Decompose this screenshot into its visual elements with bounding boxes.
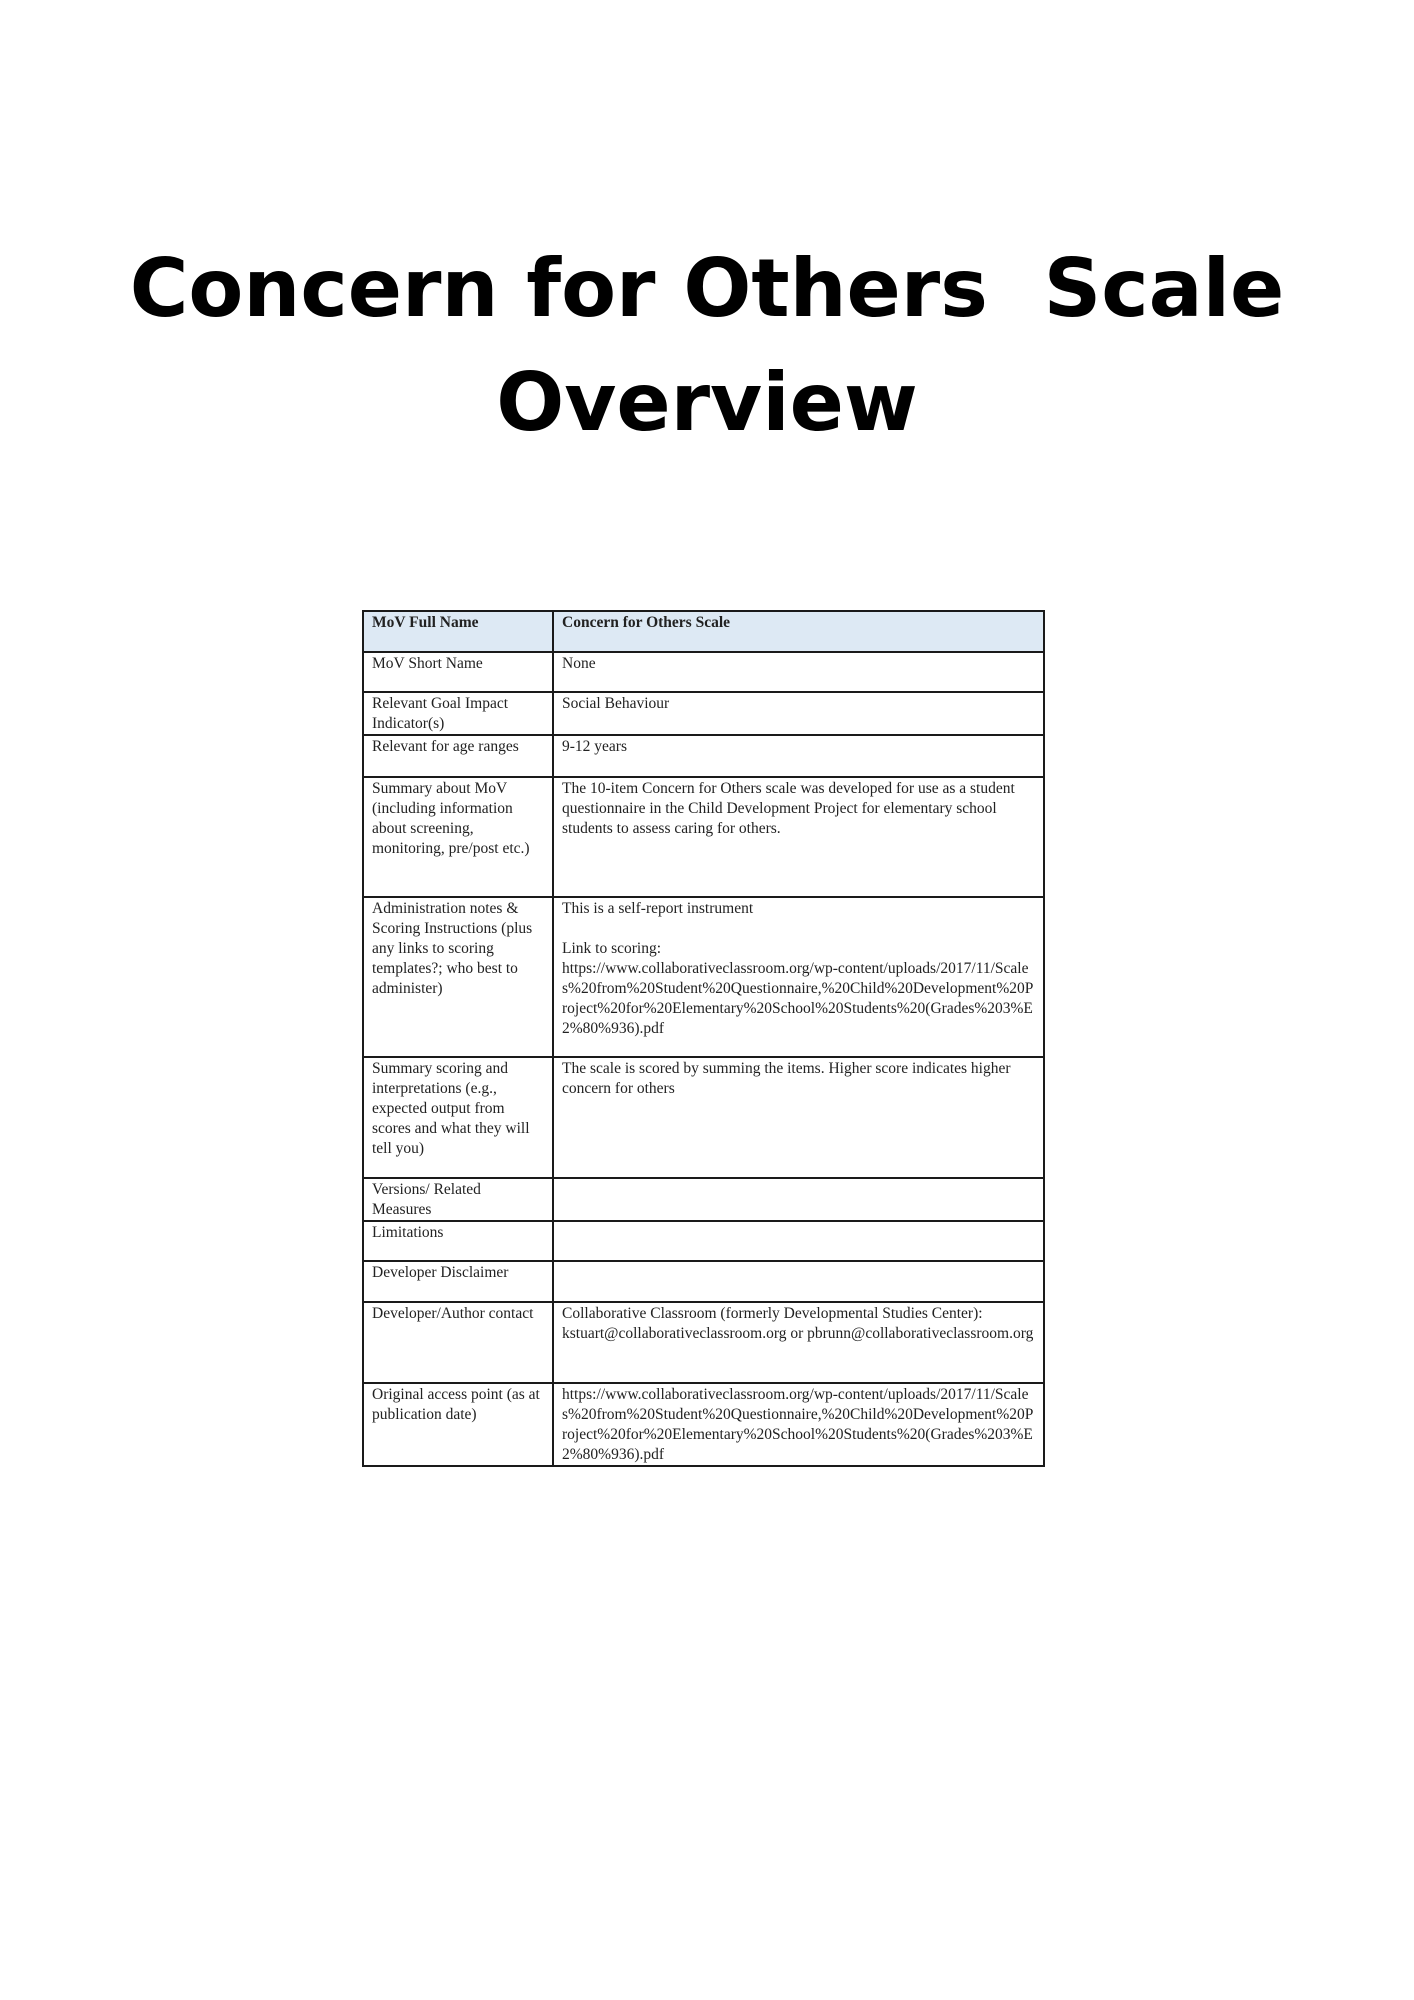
row-label: Original access point (as at publication date) [363,1383,553,1466]
row-value: 9-12 years [553,735,1044,777]
table-row-scoring-summary [363,1057,1044,1178]
row-value: The 10-item Concern for Others scale was developed for use as a student questionnaire in the Child Development Project for elementary school students to assess caring for others. [553,777,1044,897]
row-label: MoV Short Name [363,652,553,692]
spacer [562,919,1035,939]
row-value [553,897,1044,1057]
row-label: Summary scoring and interpretations (e.g., expected output from scores and what they will tell you) [363,1057,553,1178]
row-label: Administration notes & Scoring Instructions (plus any links to scoring templates?; who best to administer) [363,897,553,1057]
row-label: Relevant Goal Impact Indicator(s) [363,692,553,735]
row-label: Limitations [363,1221,553,1261]
admin-note: This is a self-report instrument [562,900,754,917]
scoring-link[interactable]: https://www.collaborativeclassroom.org/wp-content/uploads/2017/11/Scales%20from%20Student%20Questionnaire,%20Child%20Development%20Project%20for%20Elementary%20School%20Students%20(Grades%203%E2%80%936).pdf [562,960,1034,1037]
table-row-short-name [363,652,1044,692]
table-row-age-ranges [363,735,1044,777]
row-label: Versions/ Related Measures [363,1178,553,1221]
table-row-goal-indicator [363,692,1044,735]
table-row-administration [363,897,1044,1057]
row-label: Developer/Author contact [363,1302,553,1383]
row-value: Collaborative Classroom (formerly Developmental Studies Center): kstuart@collaborativeclassroom.org or pbrunn@collaborativeclassroom.org [553,1302,1044,1383]
table-header-row [363,611,1044,652]
table-row-summary [363,777,1044,897]
scoring-link-label: Link to scoring: [562,940,662,957]
access-point-link[interactable]: https://www.collaborativeclassroom.org/wp-content/uploads/2017/11/Scales%20from%20Student%20Questionnaire,%20Child%20Development%20Project%20for%20Elementary%20School%20Students%20(Grades%203%E2%80%936).pdf [553,1383,1044,1466]
row-value [553,1261,1044,1302]
header-label: MoV Full Name [363,611,553,652]
mov-overview-table [362,610,1045,1467]
row-value: The scale is scored by summing the items. Higher score indicates higher concern for others [553,1057,1044,1178]
page-title [0,232,1414,460]
header-value: Concern for Others Scale [553,611,1044,652]
table-row-disclaimer [363,1261,1044,1302]
page-title-line-1: Concern for Others Scale [129,242,1285,335]
row-value [553,1221,1044,1261]
row-value [553,1178,1044,1221]
table-row-versions [363,1178,1044,1221]
table-row-limitations [363,1221,1044,1261]
table-row-contact [363,1302,1044,1383]
page-title-line-2: Overview [496,356,918,449]
row-label: Summary about MoV (including information about screening, monitoring, pre/post etc.) [363,777,553,897]
row-label: Developer Disclaimer [363,1261,553,1302]
row-value: None [553,652,1044,692]
row-value: Social Behaviour [553,692,1044,735]
row-label: Relevant for age ranges [363,735,553,777]
table-row-access-point [363,1383,1044,1466]
